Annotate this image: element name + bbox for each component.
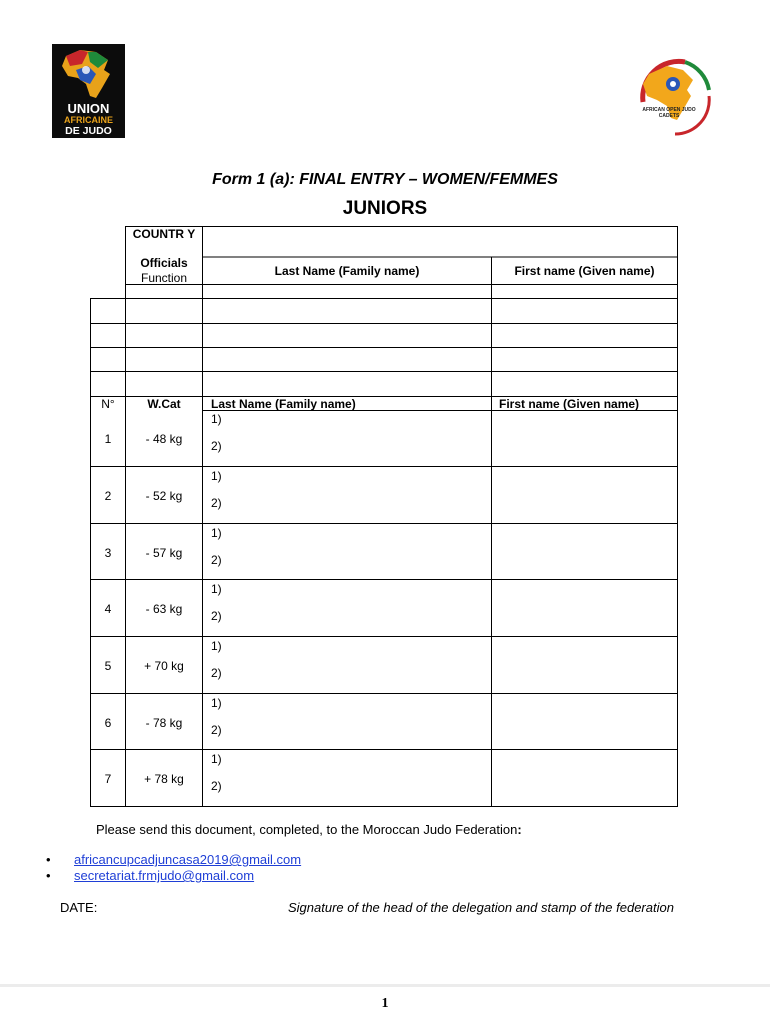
slot-2: 2) <box>211 666 222 680</box>
row-number: 6 <box>104 716 112 730</box>
logo-text-union: UNION <box>67 101 110 116</box>
officials-last-name-header: Last Name (Family name) <box>274 264 420 278</box>
row-number: 1 <box>104 432 112 446</box>
slot-1: 1) <box>211 639 222 653</box>
slot-1: 1) <box>211 526 222 540</box>
weight-category: - 48 kg <box>145 432 183 446</box>
slot-2: 2) <box>211 496 222 510</box>
page-divider <box>0 984 770 987</box>
africa-map-icon <box>52 44 125 102</box>
officials-label: Officials <box>140 256 188 270</box>
weight-category: + 78 kg <box>144 772 184 786</box>
row-number: 5 <box>104 659 112 673</box>
slot-1: 1) <box>211 582 222 596</box>
slot-2: 2) <box>211 553 222 567</box>
row-number: 3 <box>104 546 112 560</box>
africa-ring-icon <box>625 56 713 136</box>
bullet-icon: • <box>46 852 51 867</box>
entry-table <box>90 226 678 807</box>
weight-category: - 52 kg <box>145 489 183 503</box>
col-header-wcat: W.Cat <box>147 397 181 411</box>
slot-2: 2) <box>211 609 222 623</box>
logo-text-africaine: AFRICAINE <box>64 115 113 125</box>
page-number: 1 <box>381 996 389 1011</box>
send-instructions-colon: : <box>517 822 522 837</box>
col-header-first-name: First name (Given name) <box>499 397 640 411</box>
slot-1: 1) <box>211 412 222 426</box>
slot-1: 1) <box>211 469 222 483</box>
country-label: COUNTR Y <box>132 227 196 241</box>
send-instructions-text: Please send this document, completed, to the Moroccan Judo Federation <box>96 822 518 837</box>
email-link-cup[interactable]: africancupcadjuncasa2019@gmail.com <box>74 852 302 867</box>
row-number: 7 <box>104 772 112 786</box>
logo-text-cadets: AFRICAN OPEN JUDO CADETS <box>642 107 696 119</box>
signature-label: Signature of the head of the delegation and stamp of the federation <box>288 900 674 915</box>
col-header-no: N° <box>101 397 115 411</box>
weight-category: + 70 kg <box>144 659 184 673</box>
weight-category: - 57 kg <box>145 546 183 560</box>
weight-category: - 78 kg <box>145 716 183 730</box>
slot-2: 2) <box>211 439 222 453</box>
officials-first-name-header: First name (Given name) <box>514 264 655 278</box>
form-title: Form 1 (a): FINAL ENTRY – WOMEN/FEMMES <box>212 171 558 188</box>
send-instructions <box>96 822 522 837</box>
date-label: DATE: <box>60 900 98 915</box>
weight-category: - 63 kg <box>145 602 183 616</box>
union-africaine-judo-logo <box>52 44 125 138</box>
slot-2: 2) <box>211 779 222 793</box>
email-link-secretariat[interactable]: secretariat.frmjudo@gmail.com <box>74 868 255 883</box>
slot-2: 2) <box>211 723 222 737</box>
slot-1: 1) <box>211 752 222 766</box>
bullet-icon: • <box>46 868 51 883</box>
slot-1: 1) <box>211 696 222 710</box>
form-subtitle: JUNIORS <box>342 198 428 219</box>
row-number: 2 <box>104 489 112 503</box>
logo-text-de-judo: DE JUDO <box>65 125 112 137</box>
row-number: 4 <box>104 602 112 616</box>
african-open-judo-cadets-logo <box>625 56 713 136</box>
col-header-last-name: Last Name (Family name) <box>211 397 356 411</box>
function-label: Function <box>140 271 188 285</box>
